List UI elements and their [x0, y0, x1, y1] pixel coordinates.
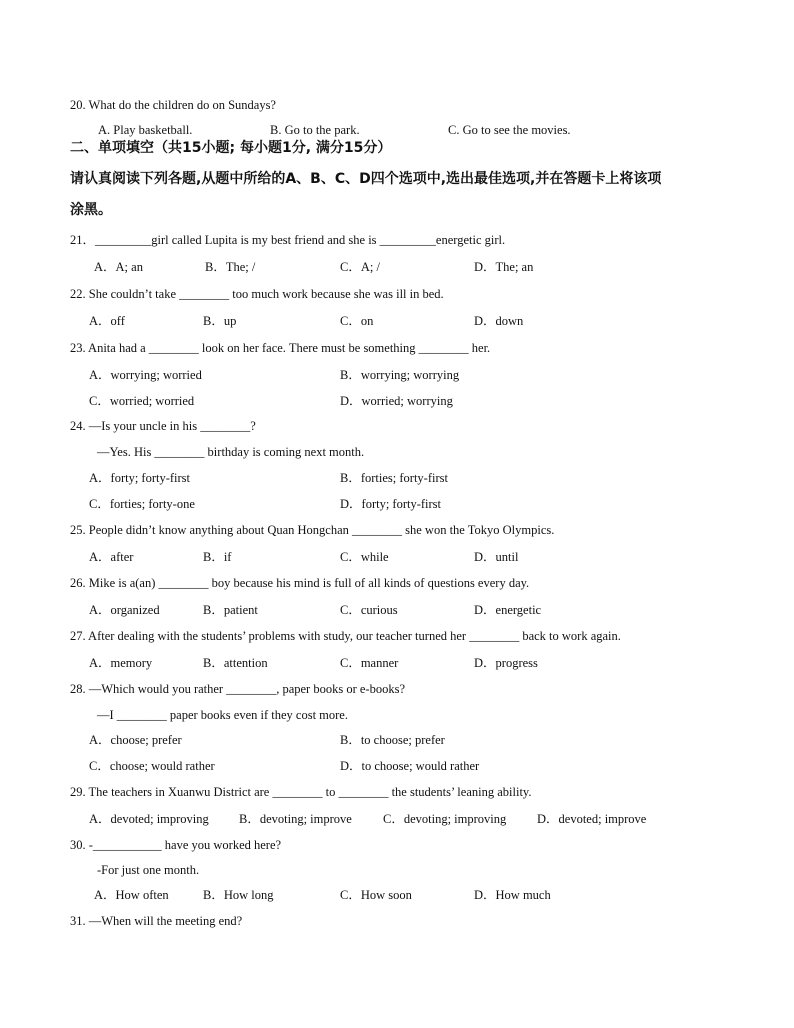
question-23-option-b: B．worrying; worrying [340, 368, 460, 382]
question-27-option-a: A．memory [89, 656, 153, 670]
question-26-option-d: D．energetic [474, 603, 542, 617]
question-28-option-c: C．choose; would rather [89, 759, 215, 773]
question-30-option-b: B．How long [203, 888, 274, 902]
question-24-option-a: A．forty; forty-first [89, 471, 191, 485]
question-30-response: -For just one month. [97, 863, 200, 877]
section-instruction-line1: 请认真阅读下列各题,从题中所给的A、B、C、D四个选项中,选出最佳选项,并在答题卡上将该项 [70, 171, 662, 187]
question-27-option-d: D．progress [474, 656, 538, 670]
question-30-stem: 30. -___________ have you worked here? [70, 838, 282, 852]
question-21-option-b: B．The; / [205, 260, 256, 274]
question-21-option-a: A．A; an [94, 260, 143, 274]
question-30-option-a: A．How often [94, 888, 169, 902]
question-26-option-a: A．organized [89, 603, 160, 617]
question-24-response: —Yes. His ________ birthday is coming next month. [97, 445, 365, 459]
question-22-option-d: D．down [474, 314, 524, 328]
question-27-option-b: B．attention [203, 656, 268, 670]
question-20-stem: 20. What do the children do on Sundays? [70, 98, 276, 112]
question-22-option-c: C．on [340, 314, 374, 328]
question-28-option-d: D．to choose; would rather [340, 759, 480, 773]
question-28-option-b: B．to choose; prefer [340, 733, 445, 747]
question-26-option-c: C．curious [340, 603, 398, 617]
question-24-option-b: B．forties; forty-first [340, 471, 448, 485]
section-title: 二、单项填空（共15小题; 每小题1分, 满分15分） [70, 140, 392, 156]
question-24-option-c: C．forties; forty-one [89, 497, 195, 511]
question-23-option-d: D．worried; worrying [340, 394, 453, 408]
question-20-option-a: A. Play basketball. [98, 123, 193, 137]
question-30-option-d: D．How much [474, 888, 551, 902]
question-26-option-b: B．patient [203, 603, 258, 617]
question-26-stem: 26. Mike is a(an) ________ boy because his mind is full of all kinds of questions every day. [70, 576, 530, 590]
question-24-stem: 24. —Is your uncle in his ________? [70, 419, 256, 433]
question-25-option-b: B．if [203, 550, 232, 564]
question-29-option-a: A．devoted; improving [89, 812, 209, 826]
question-23-stem: 23. Anita had a ________ look on her face. There must be something ________ her. [70, 341, 491, 355]
question-25-option-c: C．while [340, 550, 389, 564]
question-25-option-d: D．until [474, 550, 519, 564]
question-22-option-a: A．off [89, 314, 125, 328]
question-22-option-b: B．up [203, 314, 237, 328]
question-20-option-c: C. Go to see the movies. [448, 123, 571, 137]
question-28-stem: 28. —Which would you rather ________, paper books or e-books? [70, 682, 405, 696]
question-23-option-a: A．worrying; worried [89, 368, 202, 382]
section-instruction-line2: 涂黑。 [70, 202, 112, 218]
question-27-stem: 27. After dealing with the students’ problems with study, our teacher turned her ________ back to work again. [70, 629, 621, 643]
question-21-option-d: D．The; an [474, 260, 534, 274]
question-21-option-c: C．A; / [340, 260, 380, 274]
question-27-option-c: C．manner [340, 656, 399, 670]
question-29-option-d: D．devoted; improve [537, 812, 647, 826]
question-28-option-a: A．choose; prefer [89, 733, 182, 747]
question-29-option-c: C．devoting; improving [383, 812, 507, 826]
question-31-stem: 31. —When will the meeting end? [70, 914, 243, 928]
question-20-option-b: B. Go to the park. [270, 123, 360, 137]
question-25-option-a: A．after [89, 550, 134, 564]
question-24-option-d: D．forty; forty-first [340, 497, 442, 511]
question-22-stem: 22. She couldn’t take ________ too much work because she was ill in bed. [70, 287, 444, 301]
question-25-stem: 25. People didn’t know anything about Quan Hongchan ________ she won the Tokyo Olympics. [70, 523, 555, 537]
question-29-stem: 29. The teachers in Xuanwu District are ________ to ________ the students’ leaning ability. [70, 785, 532, 799]
question-23-option-c: C．worried; worried [89, 394, 195, 408]
question-21-stem: 21．_________girl called Lupita is my best friend and she is _________energetic girl. [70, 233, 506, 247]
question-29-option-b: B．devoting; improve [239, 812, 352, 826]
question-30-option-c: C．How soon [340, 888, 412, 902]
question-28-response: —I ________ paper books even if they cost more. [97, 708, 348, 722]
